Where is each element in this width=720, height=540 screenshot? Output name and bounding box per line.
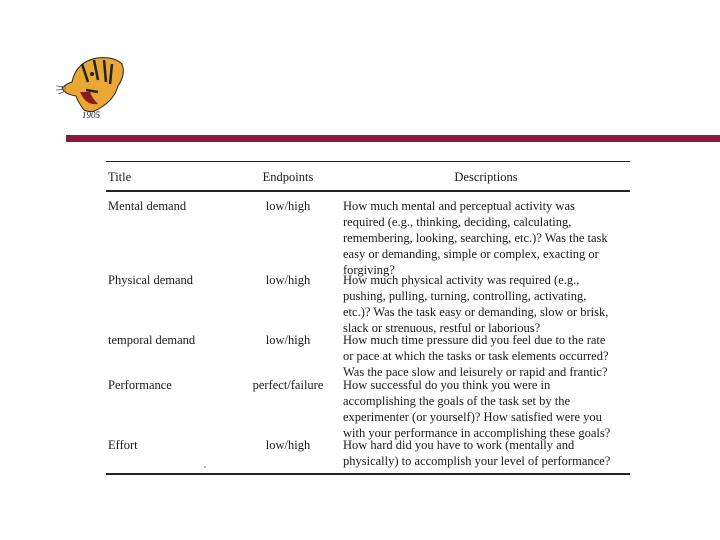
description-line: How much time pressure did you feel due to the rate <box>343 333 606 347</box>
description-line: How hard did you have to work (mentally and <box>343 438 575 452</box>
header-descriptions: Descriptions <box>454 170 518 184</box>
row-endpoints: perfect/failure <box>252 378 324 392</box>
table-bottom-rule <box>106 473 630 475</box>
header-rule <box>106 190 630 192</box>
description-line: How much mental and perceptual activity was <box>343 199 575 213</box>
description-line: pushing, pulling, turning, controlling, activating, <box>343 288 587 303</box>
header-endpoints: Endpoints <box>262 170 314 184</box>
description-line: How successful do you think you were in <box>343 378 551 392</box>
logo-year: 1905 <box>82 110 100 120</box>
row-description <box>343 333 609 381</box>
row-title: temporal demand <box>108 333 196 347</box>
row-endpoints: low/high <box>265 273 311 287</box>
row-description <box>343 378 610 442</box>
row-title: Physical demand <box>108 273 194 287</box>
table-top-rule <box>106 161 630 162</box>
description-line: remembering, looking, searching, etc.)? Was the task <box>343 230 608 245</box>
scan-speck <box>204 466 206 468</box>
row-endpoints: low/high <box>265 333 311 347</box>
row-endpoints: low/high <box>265 199 311 213</box>
description-line: How much physical activity was required (e.g., <box>343 273 580 287</box>
description-line: physically) to accomplish your level of performance? <box>343 453 611 468</box>
description-line: required (e.g., thinking, deciding, calculating, <box>343 214 572 229</box>
row-description <box>343 273 608 337</box>
row-description <box>343 199 608 278</box>
row-endpoints: low/high <box>265 438 311 452</box>
description-line: easy or demanding, simple or complex, exacting or <box>343 246 599 261</box>
header-title: Title <box>108 170 132 184</box>
description-line: with your performance in accomplishing these goals? <box>343 425 611 440</box>
description-line: or pace at which the tasks or task elements occurred? <box>343 348 609 363</box>
row-title: Effort <box>108 438 138 452</box>
row-title: Performance <box>108 378 172 392</box>
row-description <box>343 438 610 470</box>
description-line: accomplishing the goals of the task set by the <box>343 393 571 408</box>
description-line: forgiving? <box>343 262 395 277</box>
description-line: experimenter (or yourself)? How satisfied were you <box>343 409 602 424</box>
description-line: slack or strenuous, restful or laborious? <box>343 320 541 335</box>
header-divider-bar <box>66 135 720 142</box>
description-line: Was the pace slow and leisurely or rapid and frantic? <box>343 364 608 379</box>
row-title: Mental demand <box>108 199 187 213</box>
description-line: etc.)? Was the task easy or demanding, slow or brisk, <box>343 304 609 319</box>
